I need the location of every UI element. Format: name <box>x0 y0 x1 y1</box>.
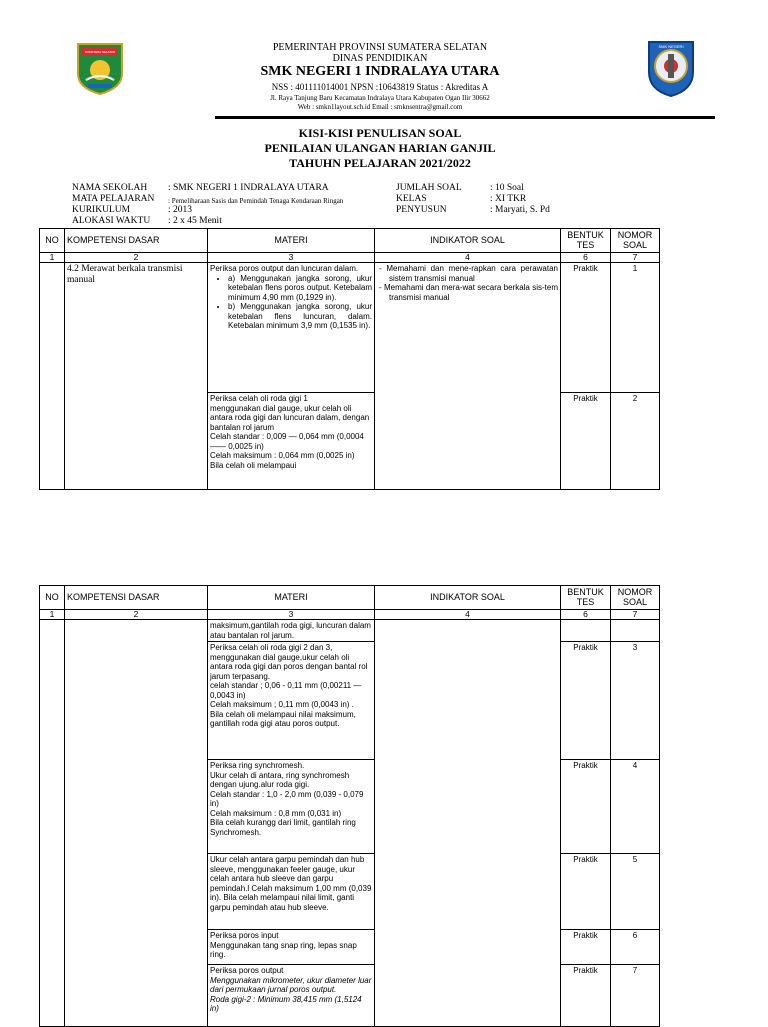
materi-cell: Ukur celah antara garpu pemindah dan hub sleeve, menggunakan feeler gauge, ukur celah antara hub sleeve dan garpu pemindah.l Celah maksimum 1,00 mm (0,039 in). Bila celah melampaui nilai limit, ganti garpu pemindah atau hub sleeve. <box>208 854 375 930</box>
table-header-row <box>40 229 660 253</box>
header-nomor: NOMOR SOAL <box>611 586 660 610</box>
bentuk-tes: Praktik <box>561 263 611 393</box>
materi-cell: maksimum,gantilah roda gigi, luncuran dalam atau bantalan rol jarum. <box>208 620 375 642</box>
col-num: 3 <box>208 610 375 620</box>
info-label-count: JUMLAH SOAL <box>396 183 462 193</box>
letterhead-web: Web : smkn1layout.sch.id Email : smknsentra@gmail.com <box>297 103 463 111</box>
materi-cell: Periksa poros input Menggunakan tang snap ring, lepas snap ring. <box>208 930 375 965</box>
info-label-subject: MATA PELAJARAN <box>72 194 155 204</box>
letterhead-school-name: SMK NEGERI 1 INDRALAYA UTARA <box>260 64 500 79</box>
document-title: KISI-KISI PENULISAN SOAL <box>298 126 462 140</box>
school-logo-text: SMK NEGERI 1 <box>658 44 684 54</box>
info-label-school: NAMA SEKOLAH <box>72 183 148 193</box>
col-num: 2 <box>65 253 208 263</box>
bentuk-tes: Praktik <box>561 965 611 1027</box>
indikator-cell <box>375 263 561 490</box>
kompetensi-dasar <box>65 620 208 1027</box>
info-value-author: : Maryati, S. Pd <box>490 205 550 215</box>
nomor-soal: 7 <box>611 965 660 1027</box>
row-no <box>40 263 65 490</box>
list-item: - Memahami dan mera-wat secara berkala sis-tem transmisi manual <box>389 283 558 302</box>
indikator-list <box>377 264 558 302</box>
nomor-soal: 2 <box>611 393 660 490</box>
col-num: 1 <box>40 253 65 263</box>
header-indikator: INDIKATOR SOAL <box>375 229 561 253</box>
table-row <box>40 620 660 642</box>
letterhead-address: Jl. Raya Tanjung Baru Kecamatan Indralaya Utara Kabupaten Ogan Ilir 30662 <box>270 94 490 102</box>
letterhead-department: DINAS PENDIDIKAN <box>332 53 428 64</box>
materi-cell: Periksa celah oli roda gigi 2 dan 3, menggunakan dial gauge,ukur celah oli antara roda gigi dan poros dengan bantal rol jarum terpasang. celah standar ; 0,06 - 0,11 mm (0,00211 — 0,0043 in) Celah maksimum ; 0,11 mm (0,0043 in) . Bila celah oli melampaui nilai maksimum, gantillah roda gigi atau poros output. <box>208 642 375 760</box>
document-year: TAHUHN PELAJARAN 2021/2022 <box>289 156 471 170</box>
header-materi: MATERI <box>208 229 375 253</box>
col-num: 4 <box>375 610 561 620</box>
header-bentuk: BENTUK TES <box>561 229 611 253</box>
nomor-soal <box>611 620 660 642</box>
bentuk-tes: Praktik <box>561 760 611 854</box>
materi-cell <box>208 965 375 1027</box>
list-item: - Memahami dan mene-rapkan cara perawatan sistem transmisi manual <box>389 264 558 283</box>
col-num: 7 <box>611 610 660 620</box>
info-value-curriculum: : 2013 <box>168 205 193 215</box>
nomor-soal: 4 <box>611 760 660 854</box>
table-number-row <box>40 253 660 263</box>
materi-intro: Periksa poros output dan luncuran dalam. <box>210 264 359 273</box>
header-no: NO <box>40 229 65 253</box>
nomor-soal: 3 <box>611 642 660 760</box>
materi-cell: Periksa ring synchromesh. Ukur celah di antara, ring synchromesh dengan ujung.alur roda gigi. Celah standar : 1,0 - 2,0 mm (0,039 - 0,079 in) Celah maksimum : 0,8 mm (0,031 in) Bila celah kurangg dari limit, gantilah ring Synchromesh. <box>208 760 375 854</box>
table-row <box>40 263 660 393</box>
info-label-class: KELAS <box>396 194 427 204</box>
table-header-row <box>40 586 660 610</box>
indikator-cell <box>375 620 561 1027</box>
kompetensi-dasar: 4.2 Merawat berkala transmisi manual <box>65 263 208 490</box>
table-number-row <box>40 610 660 620</box>
letterhead-ids: NSS : 401111014001 NPSN :10643819 Status : Akreditas A <box>271 82 489 92</box>
kisi-table-1 <box>39 228 660 490</box>
header-indikator: INDIKATOR SOAL <box>375 586 561 610</box>
col-num: 6 <box>561 610 611 620</box>
col-num: 6 <box>561 253 611 263</box>
info-label-curriculum: KURIKULUM <box>72 205 131 215</box>
header-kompetensi: KOMPETENSI DASAR <box>65 586 208 610</box>
info-value-count: : 10 Soal <box>490 183 524 193</box>
document-subtitle: PENILAIAN ULANGAN HARIAN GANJIL <box>264 141 496 155</box>
kisi-table-2 <box>39 585 660 1027</box>
school-logo <box>645 38 697 98</box>
list-item: • a) Menggunakan jangka sorong, ukur ketebalan flens poros output. Ketebalam minimum 4,90 mm (0,1929 in). <box>228 274 372 303</box>
info-value-subject: : Pemeliharaan Sasis dan Pemindah Tenaga Kendaraan Ringan <box>168 197 344 205</box>
materi-detail: Menggunakan mikrometer, ukur diameter luar dari permukaan jurnal poros output. Roda gigi-2 : Minimum 38,415 mm (1,5124 in) <box>210 975 372 1013</box>
info-label-author: PENYUSUN <box>396 205 447 215</box>
header-materi: MATERI <box>208 586 375 610</box>
col-num: 7 <box>611 253 660 263</box>
materi-cell: Periksa celah oli roda gigi 1 menggunakan dial gauge, ukur celah oli antara roda gigi dan luncuran dalam, dengan bantalan rol jarum Celah standar : 0,009 — 0,064 mm (0,0004 —— 0,0025 in) Celah maksimum : 0,064 mm (0,0025 in) Bila celah oli melampaui <box>208 393 375 490</box>
bentuk-tes: Praktik <box>561 642 611 760</box>
letterhead-divider <box>215 116 715 119</box>
info-value-school: : SMK NEGERI 1 INDRALAYA UTARA <box>168 183 329 193</box>
materi-list <box>210 274 372 331</box>
info-label-time: ALOKASI WAKTU <box>72 216 151 226</box>
bentuk-tes: Praktik <box>561 930 611 965</box>
list-item: • b) Menggunakan jangka sorong, ukur ketebalan flens luncuran, dalam. Ketebalan minimum 3,9 mm (0,1535 in). <box>228 302 372 331</box>
materi-heading: Periksa poros output <box>210 966 284 975</box>
nomor-soal: 1 <box>611 263 660 393</box>
letterhead-government: PEMERINTAH PROVINSI SUMATERA SELATAN <box>272 42 488 53</box>
col-num: 3 <box>208 253 375 263</box>
header-no: NO <box>40 586 65 610</box>
bentuk-tes: Praktik <box>561 393 611 490</box>
header-nomor: NOMOR SOAL <box>611 229 660 253</box>
materi-cell <box>208 263 375 393</box>
col-num: 1 <box>40 610 65 620</box>
col-num: 2 <box>65 610 208 620</box>
province-logo-text: SUMATERA SELATAN <box>84 50 116 54</box>
header-kompetensi: KOMPETENSI DASAR <box>65 229 208 253</box>
info-value-time: : 2 x 45 Menit <box>168 216 222 226</box>
col-num: 4 <box>375 253 561 263</box>
bentuk-tes: Praktik <box>561 854 611 930</box>
header-bentuk: BENTUK TES <box>561 586 611 610</box>
bentuk-tes <box>561 620 611 642</box>
info-value-class: : XI TKR <box>490 194 527 204</box>
row-no <box>40 620 65 1027</box>
nomor-soal: 6 <box>611 930 660 965</box>
nomor-soal: 5 <box>611 854 660 930</box>
province-logo <box>74 40 126 96</box>
